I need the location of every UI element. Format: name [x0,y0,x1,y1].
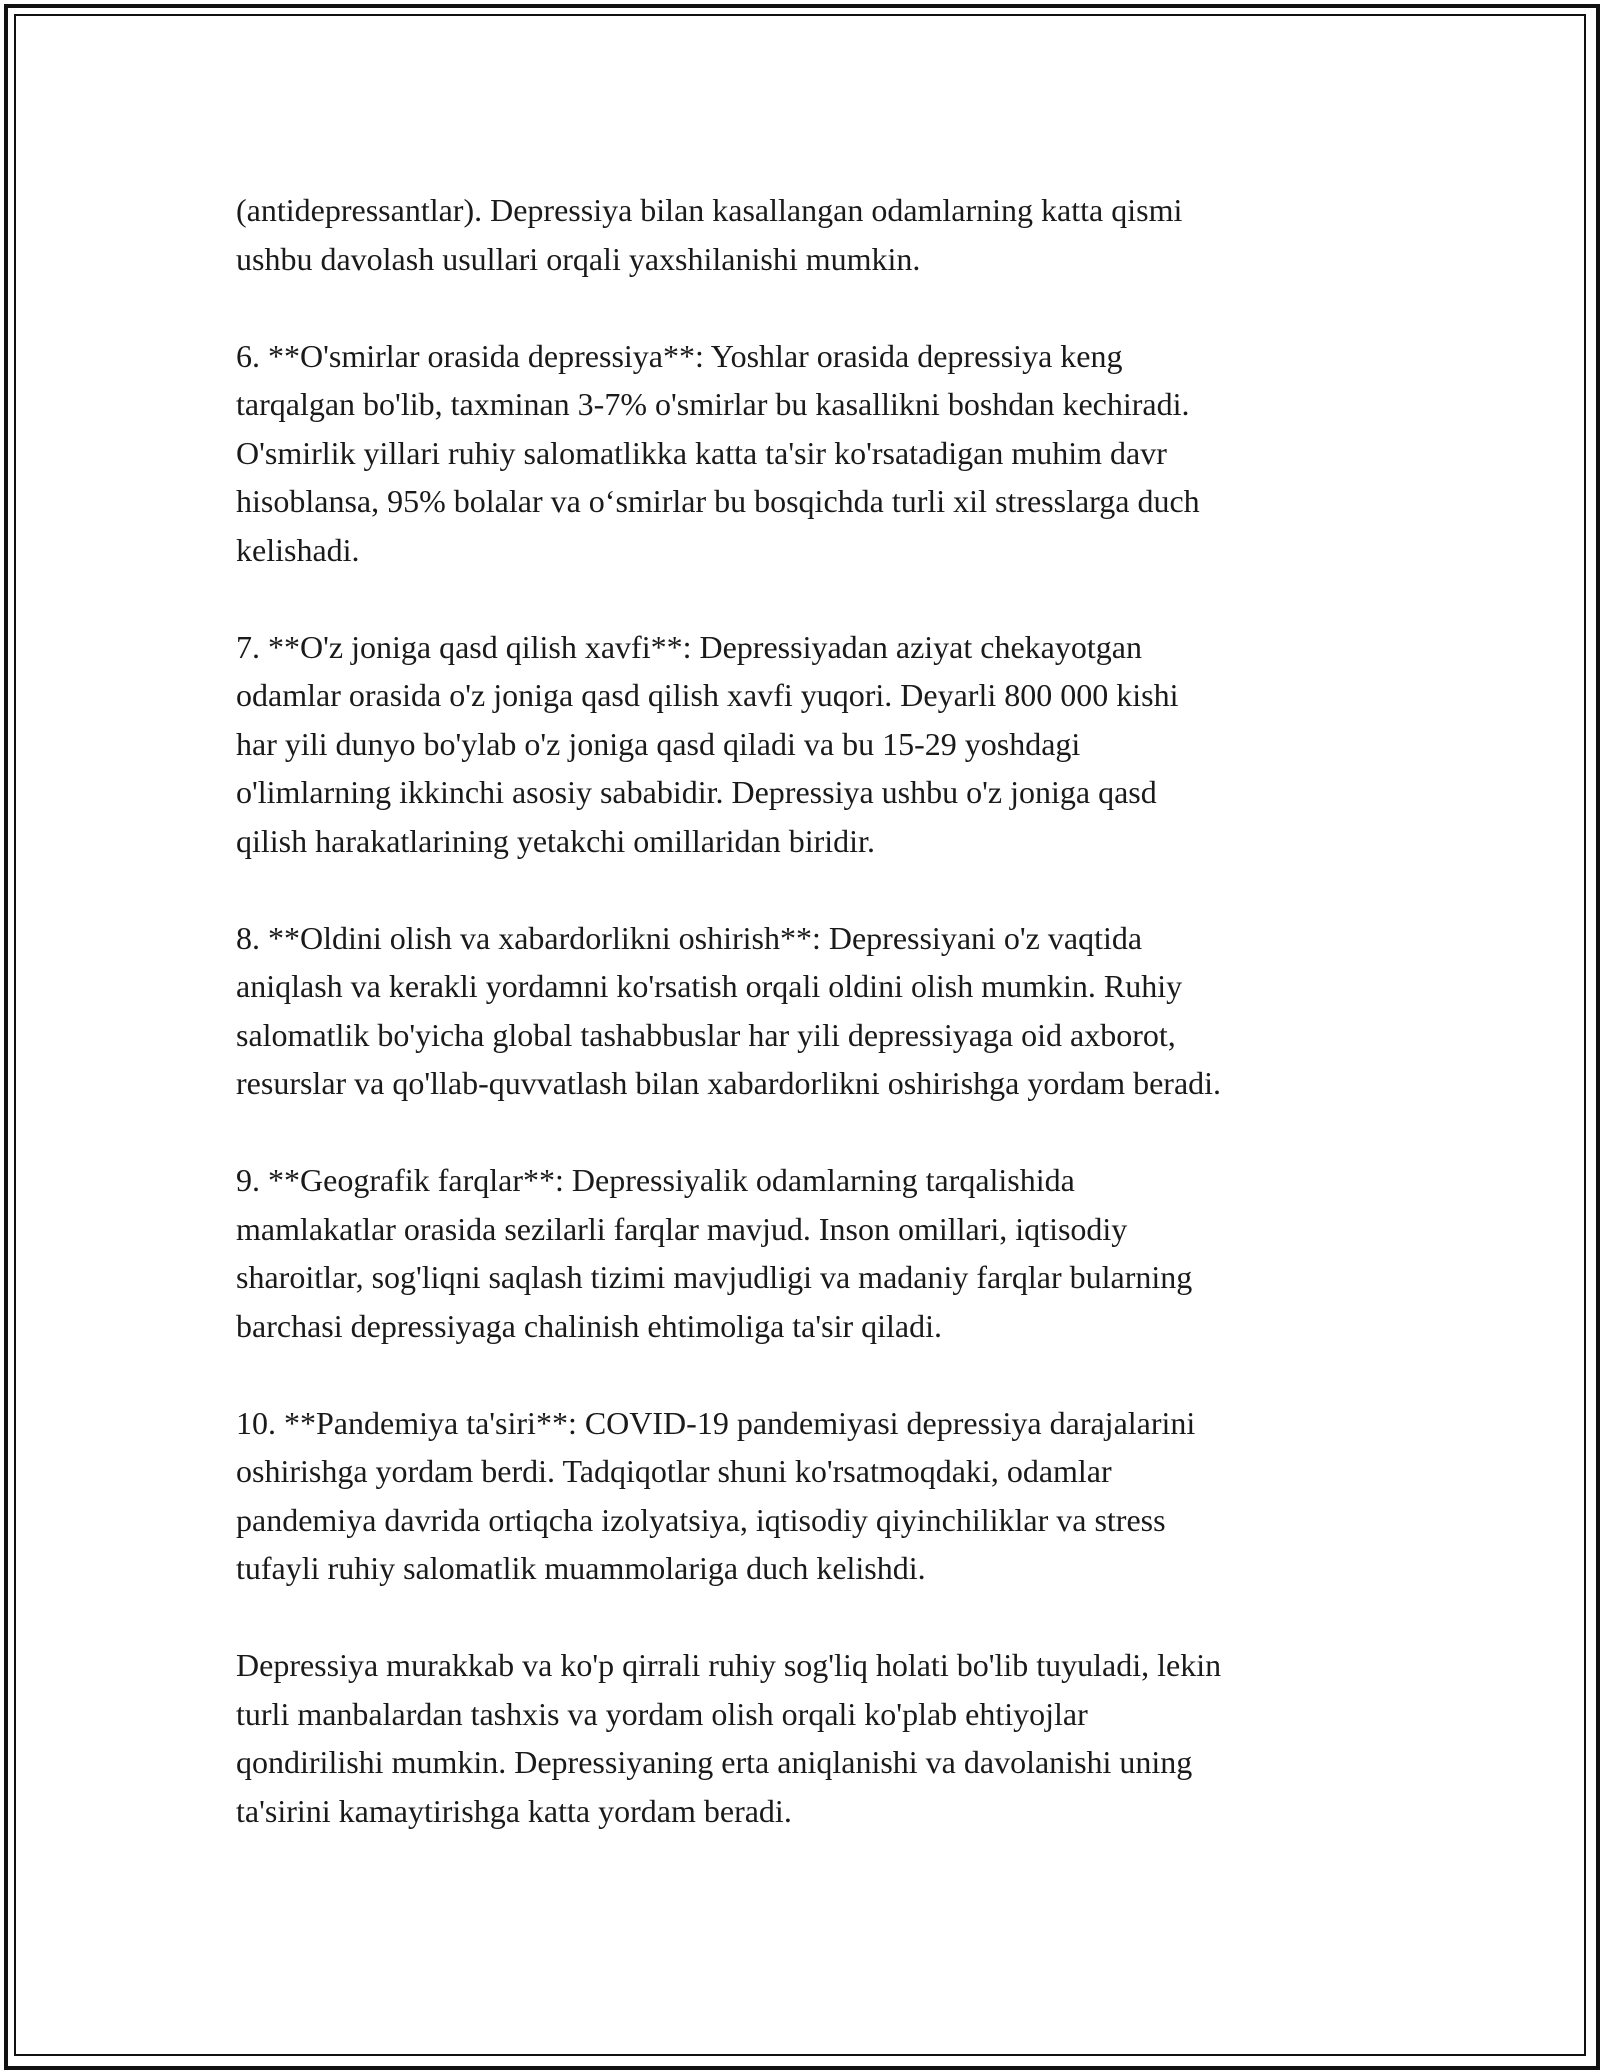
paragraph-7-suicide-risk: 7. **O'z joniga qasd qilish xavfi**: Depressiyadan aziyat chekayotgan odamlar orasida o'z joniga qasd qilish xavfi yuqori. Deyarli 800 000 kishi har yili dunyo bo'ylab o'z joniga qasd qiladi va bu 15-29 yoshdagi o'limlarning ikkinchi asosiy sababidir. Depressiya ushbu o'z joniga qasd qilish harakatlarining yetakchi omillaridan biridir. [236,628,1179,859]
paragraph-antidepressants: (antidepressantlar). Depressiya bilan kasallangan odamlarning katta qismi ushbu davolash usullari orqali yaxshilanishi mumkin. [236,192,1183,277]
paragraph-conclusion: Depressiya murakkab va ko'p qirrali ruhiy sog'liq holati bo'lib tuyuladi, lekin turli manbalardan tashxis va yordam olish orqali ko'plab ehtiyojlar qondirilishi mumkin. Depressiyaning erta aniqlanishi va davolanishi uning ta'sirini kamaytirishga katta yordam beradi. [236,1647,1222,1829]
paragraph-6-adolescent-depression: 6. **O'smirlar orasida depressiya**: Yoshlar orasida depressiya keng tarqalgan bo'lib, taxminan 3-7% o'smirlar bu kasallikni boshdan kechiradi. O'smirlik yillari ruhiy salomatlikka katta ta'sir ko'rsatadigan muhim davr hisoblansa, 95% bolalar va o‘smirlar bu bosqichda turli xil stresslarga duch kelishadi. [236,337,1200,568]
paragraph-9-geographic-differences: 9. **Geografik farqlar**: Depressiyalik odamlarning tarqalishida mamlakatlar orasida sezilarli farqlar mavjud. Inson omillari, iqtisodiy sharoitlar, sog'liqni saqlash tizimi mavjudligi va madaniy farqlar bularning barchasi depressiyaga chalinish ehtimoliga ta'sir qiladi. [236,1162,1193,1344]
paragraph-10-pandemic-impact: 10. **Pandemiya ta'siri**: COVID-19 pandemiyasi depressiya darajalarini oshirishga yordam berdi. Tadqiqotlar shuni ko'rsatmoqdaki, odamlar pandemiya davrida ortiqcha izolyatsiya, iqtisodiy qiyinchiliklar va stress tufayli ruhiy salomatlik muammolariga duch kelishdi. [236,1404,1196,1586]
paragraph-8-prevention-awareness: 8. **Oldini olish va xabardorlikni oshirish**: Depressiyani o'z vaqtida aniqlash va kerakli yordamni ko'rsatish orqali oldini olish mumkin. Ruhiy salomatlik bo'yicha global tashabbuslar har yili depressiyaga oid axborot, resurslar va qo'llab-quvvatlash bilan xabardorlikni oshirishga yordam beradi. [236,919,1222,1101]
document-body [236,186,1366,1884]
